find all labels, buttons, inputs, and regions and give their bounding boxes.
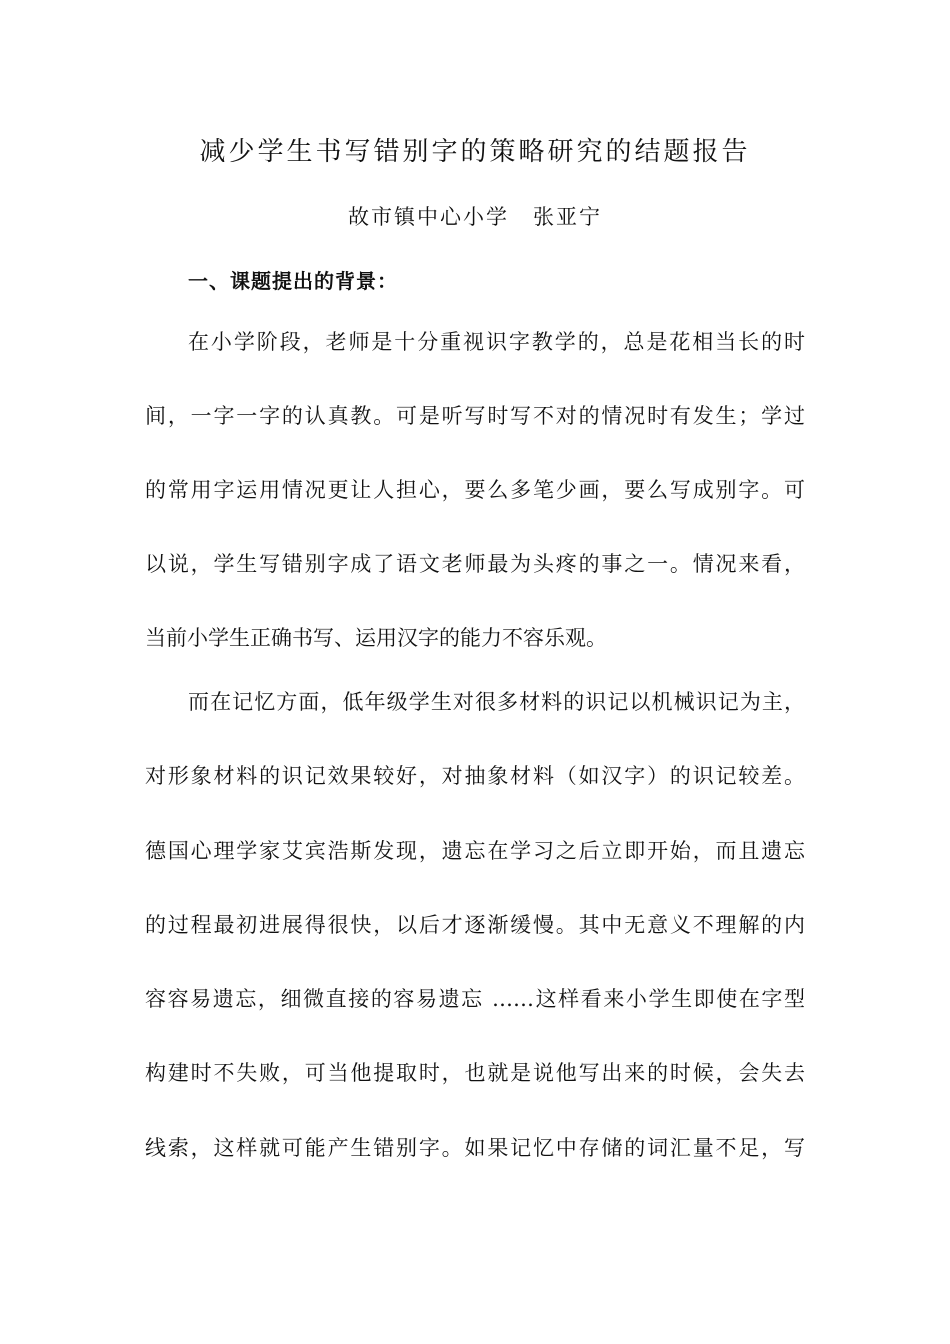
paragraph-line: 的常用字运用情况更让人担心，要么多笔少画，要么写成别字。可 xyxy=(145,478,805,502)
paragraph-line: 容容易遗忘，细微直接的容易遗忘 ……这样看来小学生即使在字型 xyxy=(145,987,805,1011)
paragraph-line: 当前小学生正确书写、运用汉字的能力不容乐观。 xyxy=(145,626,607,650)
document-title: 减少学生书写错别字的策略研究的结题报告 xyxy=(199,137,751,167)
paragraph-line: 而在记忆方面，低年级学生对很多材料的识记以机械识记为主， xyxy=(188,690,805,714)
author-line xyxy=(0,202,950,232)
paragraph-line: 德国心理学家艾宾浩斯发现，遗忘在学习之后立即开始，而且遗忘 xyxy=(145,839,805,863)
paragraph-line: 在小学阶段，老师是十分重视识字教学的，总是花相当长的时 xyxy=(188,330,805,354)
paragraph-line: 以说，学生写错别字成了语文老师最为头疼的事之一。情况来看， xyxy=(145,552,805,576)
paragraph-line: 对形象材料的识记效果较好，对抽象材料（如汉字）的识记较差。 xyxy=(145,764,805,788)
paragraph-line: 间，一字一字的认真教。可是听写时写不对的情况时有发生；学过 xyxy=(145,404,805,428)
paragraph-line: 的过程最初进展得很快，以后才逐渐缓慢。其中无意义不理解的内 xyxy=(145,913,805,937)
paragraph-line: 构建时不失败，可当他提取时，也就是说他写出来的时候，会失去 xyxy=(145,1061,805,1085)
paragraph-line: 线索，这样就可能产生错别字。如果记忆中存储的词汇量不足，写 xyxy=(145,1136,805,1160)
author-name: 张亚宁 xyxy=(533,205,602,229)
author-school: 故市镇中心小学 xyxy=(348,205,509,229)
section-heading: 一、课题提出的背景： xyxy=(188,269,398,293)
